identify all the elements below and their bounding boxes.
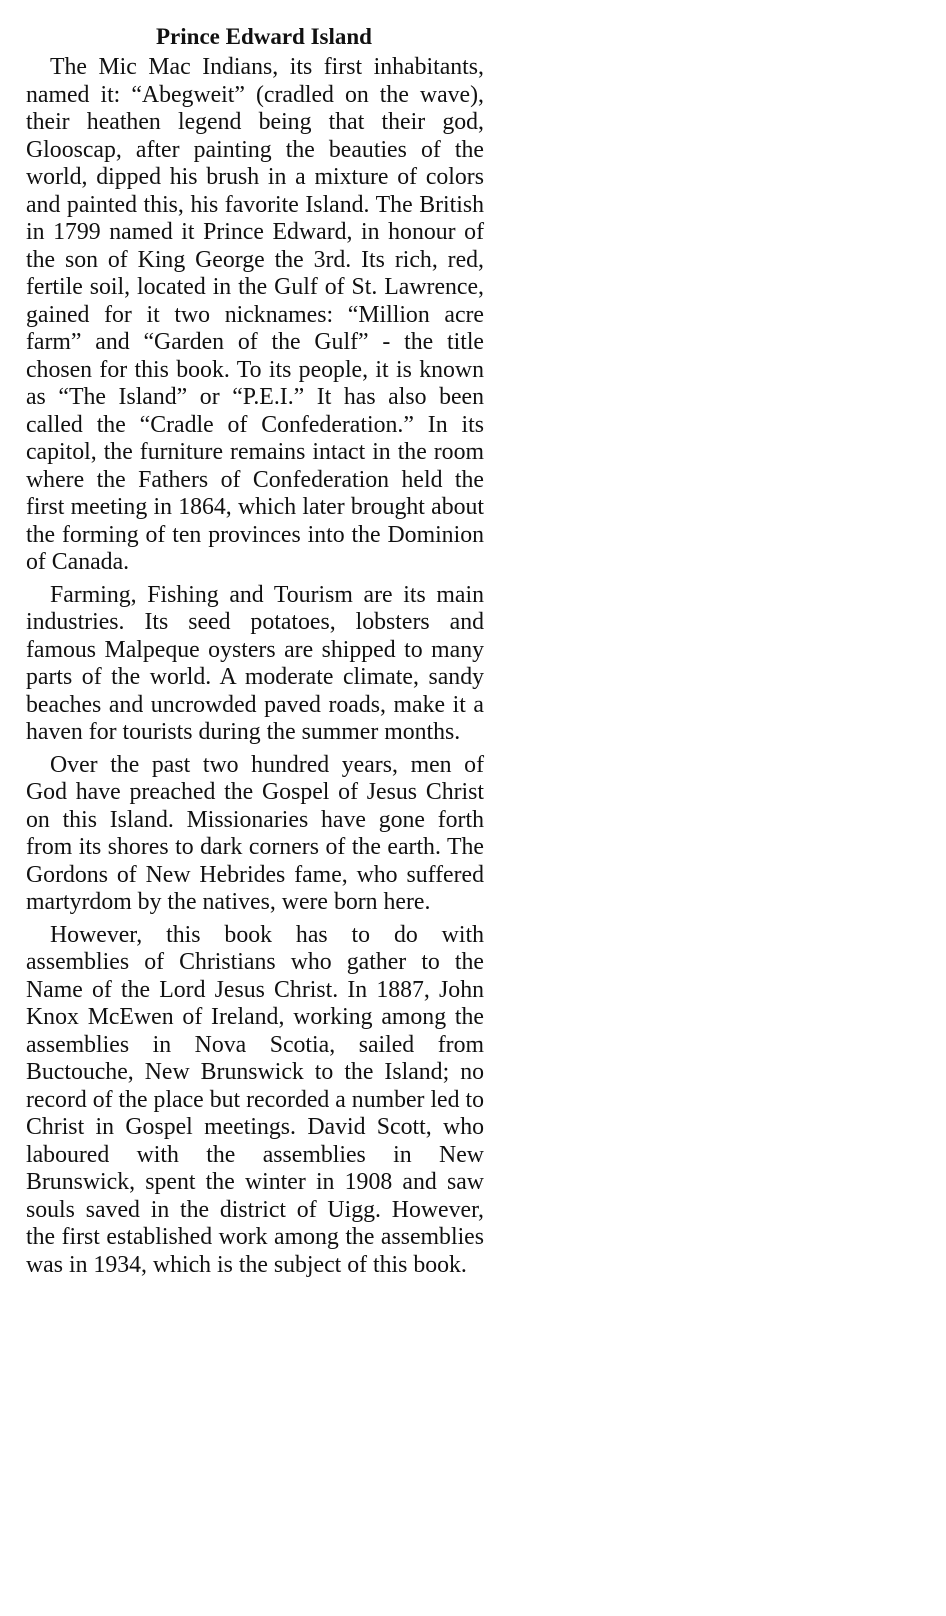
paragraph-industries: Farming, Fishing and Tourism are its main industries. Its seed potatoes, lobsters and famous Malpeque oysters are shipped to many parts of the world. A moderate climate, sandy beaches and uncrowded paved roads, make it a haven for tourists during the summer months. xyxy=(26,581,484,745)
page-column xyxy=(26,18,484,1284)
paragraph-gospel: Over the past two hundred years, men of God have preached the Gospel of Jesus Christ on this Island. Missionaries have gone forth from its shores to dark corners of the earth. The Gordons of New Hebrides fame, who suffered martyrdom by the natives, were born here. xyxy=(26,751,484,915)
paragraph-assemblies: However, this book has to do with assemblies of Christians who gather to the Name of the Lord Jesus Christ. In 1887, John Knox McEwen of Ireland, working among the assemblies in Nova Scotia, sailed from Buctouche, New Brunswick to the Island; no record of the place but recorded a number led to Christ in Gospel meetings. David Scott, who laboured with the assemblies in New Brunswick, spent the winter in 1908 and saw souls saved in the district of Uigg. However, the first established work among the assemblies was in 1934, which is the subject of this book. xyxy=(26,921,484,1278)
page-title: Prince Edward Island xyxy=(156,24,372,49)
paragraph-history: The Mic Mac Indians, its first inhabitants, named it: “Abegweit” (cradled on the wave), their heathen legend being that their god, Glooscap, after painting the beauties of the world, dipped his brush in a mixture of colors and painted this, his favorite Island. The British in 1799 named it Prince Edward, in honour of the son of King George the 3rd. Its rich, red, fertile soil, located in the Gulf of St. Lawrence, gained for it two nicknames: “Million acre farm” and “Garden of the Gulf” - the title chosen for this book. To its people, it is known as “The Island” or “P.E.I.” It has also been called the “Cradle of Confederation.” In its capitol, the furniture remains intact in the room where the Fathers of Confederation held the first meeting in 1864, which later brought about the forming of ten provinces into the Dominion of Canada. xyxy=(26,54,484,575)
